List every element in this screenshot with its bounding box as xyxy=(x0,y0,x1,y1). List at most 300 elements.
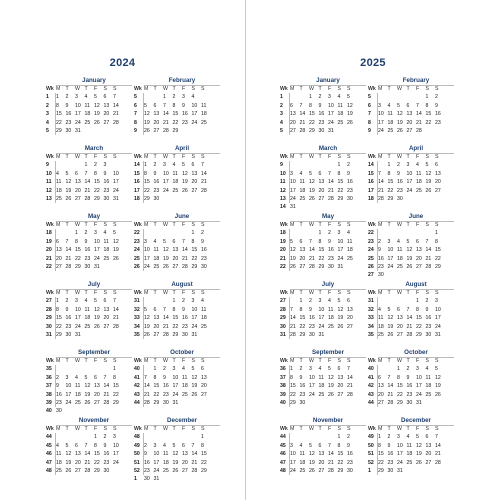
day-cell: 19 xyxy=(406,255,413,262)
week-number: 14 xyxy=(280,204,286,211)
week-number: 29 xyxy=(280,315,286,322)
weekday-header: S xyxy=(113,426,117,432)
day-cell: 3 xyxy=(191,298,195,305)
week-row xyxy=(46,127,123,135)
week-number: 9 xyxy=(46,162,49,169)
week-number: 10 xyxy=(280,170,286,177)
day-cell xyxy=(407,297,417,305)
day-cell: 6 xyxy=(94,374,97,381)
weekday-header: M xyxy=(144,426,149,432)
week-row xyxy=(280,459,357,467)
day-cell xyxy=(113,127,123,135)
day-cell: 14 xyxy=(201,170,207,177)
day-cell: 12 xyxy=(113,238,119,245)
day-cell xyxy=(347,203,357,211)
month-name: March xyxy=(318,145,338,152)
day-cell: 29 xyxy=(172,128,179,135)
day-cell: 16 xyxy=(347,451,353,458)
day-cell: 14 xyxy=(299,111,306,118)
month-block xyxy=(368,145,454,213)
day-cell: 23 xyxy=(182,323,188,330)
day-cell xyxy=(338,399,348,407)
day-cell: 13 xyxy=(75,451,81,458)
day-cell: 13 xyxy=(397,315,403,322)
day-cell: 27 xyxy=(425,459,432,466)
day-cell: 21 xyxy=(378,187,384,194)
day-cell: 31 xyxy=(191,332,198,339)
week-number: 19 xyxy=(46,238,52,245)
day-cell xyxy=(182,195,192,203)
day-cell xyxy=(144,433,154,441)
day-cell: 30 xyxy=(309,332,315,339)
day-cell: 26 xyxy=(309,468,315,475)
weekday-header-row xyxy=(46,289,123,297)
weekday-header: F xyxy=(416,86,420,92)
day-cell: 22 xyxy=(56,119,62,126)
day-cell: 29 xyxy=(56,128,62,135)
week-number: 9 xyxy=(368,128,371,135)
day-cell: 28 xyxy=(425,264,432,271)
day-cell: 6 xyxy=(318,442,322,449)
day-cell: 17 xyxy=(337,247,344,254)
day-cell: 15 xyxy=(416,315,422,322)
weekday-header: M xyxy=(144,222,149,228)
month-block xyxy=(134,417,220,485)
week-header: Wk xyxy=(280,154,288,160)
weekday-header: M xyxy=(378,358,383,364)
day-cell: 15 xyxy=(387,179,394,186)
day-cell: 4 xyxy=(378,306,381,313)
day-cell: 29 xyxy=(56,332,62,339)
weekday-header: T xyxy=(153,86,157,92)
week-number: 50 xyxy=(368,442,374,449)
weekday-header: S xyxy=(113,154,117,160)
weekday-header: S xyxy=(347,154,351,160)
day-cell xyxy=(416,93,426,101)
day-cell xyxy=(407,195,417,203)
day-cell: 9 xyxy=(347,170,350,177)
weekday-header: W xyxy=(163,358,168,364)
day-cell: 18 xyxy=(318,383,325,390)
week-number: 23 xyxy=(368,238,374,245)
day-cell xyxy=(426,127,436,135)
day-cell: 17 xyxy=(290,187,296,194)
day-cell: 10 xyxy=(113,442,119,449)
day-cell xyxy=(407,271,417,279)
weekday-header: F xyxy=(94,222,98,228)
day-cell: 15 xyxy=(56,315,62,322)
weekday-header: M xyxy=(56,86,61,92)
weekday-header: W xyxy=(309,290,314,296)
day-cell: 31 xyxy=(94,264,100,271)
day-cell: 5 xyxy=(182,162,185,169)
day-cell xyxy=(347,331,357,339)
day-cell: 3 xyxy=(163,162,166,169)
weekday-header-row xyxy=(134,289,211,297)
week-number: 1 xyxy=(280,94,283,101)
day-cell: 7 xyxy=(299,102,303,109)
week-row xyxy=(134,459,211,467)
day-cell xyxy=(319,161,329,169)
day-cell: 29 xyxy=(172,332,179,339)
day-cell: 12 xyxy=(416,442,422,449)
day-cell: 17 xyxy=(191,315,198,322)
day-cell xyxy=(397,271,407,279)
weekday-header: T xyxy=(299,358,303,364)
week-row xyxy=(134,374,211,382)
week-number: 31 xyxy=(280,332,286,339)
week-number: 2 xyxy=(46,102,49,109)
day-cell: 8 xyxy=(94,170,97,177)
day-cell xyxy=(416,195,426,203)
week-row xyxy=(46,331,123,339)
day-cell: 16 xyxy=(65,111,72,118)
month-table xyxy=(368,357,445,407)
day-cell xyxy=(182,433,192,441)
week-header: Wk xyxy=(280,358,288,364)
day-cell xyxy=(173,195,183,203)
day-cell: 2 xyxy=(299,366,303,373)
weekday-header: T xyxy=(299,426,303,432)
week-row xyxy=(368,229,445,237)
month-table xyxy=(134,425,211,484)
day-cell: 3 xyxy=(328,94,331,101)
weekday-header: W xyxy=(75,154,80,160)
day-cell xyxy=(309,161,319,169)
day-cell: 26 xyxy=(94,323,100,330)
week-number: 2 xyxy=(280,102,283,109)
week-number: 50 xyxy=(134,451,140,458)
week-number: 47 xyxy=(280,459,286,466)
day-cell: 7 xyxy=(387,374,391,381)
day-cell: 26 xyxy=(309,196,315,203)
day-cell: 16 xyxy=(153,179,160,186)
day-cell: 15 xyxy=(337,179,344,186)
week-number: 5 xyxy=(134,94,137,101)
day-cell: 22 xyxy=(201,459,207,466)
weekday-header: T xyxy=(153,426,157,432)
month-name: April xyxy=(408,145,424,152)
day-cell: 25 xyxy=(103,255,110,262)
day-cell: 15 xyxy=(299,315,306,322)
day-cell: 26 xyxy=(65,196,72,203)
weekday-header-row xyxy=(46,357,123,365)
day-cell: 21 xyxy=(425,255,432,262)
day-cell: 29 xyxy=(299,332,306,339)
week-number: 5 xyxy=(46,128,49,135)
weekday-header: F xyxy=(328,154,332,160)
day-cell: 14 xyxy=(425,247,432,254)
day-cell: 12 xyxy=(290,247,296,254)
day-cell: 3 xyxy=(172,366,176,373)
week-row xyxy=(134,391,211,399)
day-cell xyxy=(290,93,300,101)
day-cell: 5 xyxy=(191,366,195,373)
day-cell: 24 xyxy=(172,391,179,398)
day-cell: 7 xyxy=(113,298,116,305)
day-cell: 6 xyxy=(182,442,185,449)
week-number: 27 xyxy=(368,272,374,279)
month-table xyxy=(134,221,211,271)
day-cell: 16 xyxy=(406,383,413,390)
month-block xyxy=(368,417,454,485)
week-row xyxy=(368,442,445,450)
day-cell xyxy=(416,271,426,279)
day-cell: 18 xyxy=(84,315,91,322)
day-cell xyxy=(378,229,388,237)
day-cell: 30 xyxy=(153,196,160,203)
day-cell: 3 xyxy=(65,374,69,381)
week-row xyxy=(280,314,357,322)
day-cell: 7 xyxy=(84,170,88,177)
day-cell: 9 xyxy=(84,238,88,245)
day-cell: 20 xyxy=(406,119,413,126)
day-cell: 24 xyxy=(163,187,169,194)
day-cell xyxy=(94,365,104,373)
day-cell: 26 xyxy=(387,332,394,339)
weekday-header: F xyxy=(182,358,186,364)
day-cell: 27 xyxy=(201,391,207,398)
week-number: 48 xyxy=(46,468,52,475)
day-cell xyxy=(435,399,445,407)
day-cell xyxy=(309,399,319,407)
week-number: 21 xyxy=(46,255,52,262)
day-cell: 15 xyxy=(201,451,207,458)
day-cell: 22 xyxy=(387,187,394,194)
day-cell: 21 xyxy=(182,255,188,262)
week-row xyxy=(368,467,445,475)
day-cell: 5 xyxy=(309,170,312,177)
day-cell: 27 xyxy=(299,264,306,271)
weekday-header: T xyxy=(172,426,176,432)
day-cell xyxy=(182,229,192,237)
day-cell: 11 xyxy=(378,315,384,322)
day-cell: 11 xyxy=(425,374,431,381)
month-table xyxy=(46,425,123,475)
day-cell: 8 xyxy=(309,102,312,109)
weekday-header: W xyxy=(163,426,168,432)
day-cell: 19 xyxy=(182,179,188,186)
day-cell: 1 xyxy=(191,230,195,237)
week-number: 43 xyxy=(368,391,374,398)
day-cell: 30 xyxy=(425,332,432,339)
day-cell: 2 xyxy=(172,94,176,101)
week-number: 14 xyxy=(134,162,140,169)
day-cell: 14 xyxy=(347,374,353,381)
week-row xyxy=(368,374,445,382)
month-block xyxy=(134,145,220,213)
weekday-header: W xyxy=(397,426,402,432)
weekday-header-row xyxy=(280,425,357,433)
weekday-header: S xyxy=(435,290,439,296)
week-number: 40 xyxy=(368,366,374,373)
day-cell: 27 xyxy=(94,400,100,407)
day-cell: 31 xyxy=(337,264,344,271)
weekday-header: T xyxy=(318,290,322,296)
day-cell: 26 xyxy=(113,255,119,262)
day-cell: 18 xyxy=(103,247,110,254)
weekday-header: W xyxy=(397,290,402,296)
week-number: 46 xyxy=(46,451,52,458)
day-cell: 11 xyxy=(387,111,393,118)
day-cell: 29 xyxy=(201,468,207,475)
day-cell: 20 xyxy=(299,255,306,262)
day-cell: 17 xyxy=(163,179,169,186)
weekday-header: M xyxy=(290,154,295,160)
day-cell: 18 xyxy=(56,187,62,194)
day-cell: 9 xyxy=(318,102,322,109)
day-cell: 23 xyxy=(387,459,394,466)
week-number: 8 xyxy=(134,119,137,126)
week-number: 18 xyxy=(46,230,52,237)
day-cell: 8 xyxy=(425,102,429,109)
day-cell: 13 xyxy=(425,442,432,449)
day-cell: 17 xyxy=(75,315,81,322)
day-cell: 20 xyxy=(201,383,207,390)
day-cell: 16 xyxy=(182,111,188,118)
day-cell: 13 xyxy=(201,374,207,381)
day-cell: 1 xyxy=(397,366,400,373)
week-number: 37 xyxy=(46,383,52,390)
day-cell: 10 xyxy=(318,306,325,313)
day-cell: 26 xyxy=(144,332,150,339)
day-cell: 14 xyxy=(113,306,119,313)
day-cell xyxy=(378,161,388,169)
week-row xyxy=(134,255,211,263)
week-row xyxy=(368,433,445,441)
month-block xyxy=(368,213,454,281)
week-row xyxy=(46,382,123,390)
day-cell: 18 xyxy=(337,111,344,118)
day-cell: 28 xyxy=(290,332,296,339)
day-cell: 20 xyxy=(318,459,325,466)
day-cell: 23 xyxy=(103,459,110,466)
day-cell: 21 xyxy=(387,391,394,398)
day-cell xyxy=(192,475,202,483)
day-cell: 9 xyxy=(425,306,429,313)
day-cell: 3 xyxy=(416,366,419,373)
week-row xyxy=(280,187,357,195)
day-cell xyxy=(66,433,76,441)
week-number: 18 xyxy=(280,230,286,237)
weekday-header: S xyxy=(347,222,351,228)
day-cell: 1 xyxy=(84,162,88,169)
day-cell: 14 xyxy=(65,247,72,254)
day-cell: 13 xyxy=(182,451,188,458)
month-block xyxy=(280,281,366,349)
day-cell: 13 xyxy=(103,306,110,313)
day-cell: 29 xyxy=(318,264,325,271)
day-cell xyxy=(75,433,85,441)
day-cell xyxy=(163,195,173,203)
day-cell xyxy=(388,93,398,101)
day-cell: 4 xyxy=(299,442,303,449)
weekday-header: F xyxy=(182,222,186,228)
day-cell: 26 xyxy=(425,187,432,194)
day-cell: 17 xyxy=(113,451,119,458)
day-cell: 26 xyxy=(65,468,72,475)
weekday-header: W xyxy=(397,222,402,228)
week-number: 24 xyxy=(134,247,140,254)
weekday-header: W xyxy=(75,222,80,228)
weekday-header: S xyxy=(425,222,429,228)
day-cell: 1 xyxy=(290,366,293,373)
weekday-header: M xyxy=(56,426,61,432)
day-cell: 30 xyxy=(182,332,188,339)
day-cell: 17 xyxy=(144,255,150,262)
weekday-header: M xyxy=(378,426,383,432)
weekday-header: S xyxy=(191,222,195,228)
weekday-header: S xyxy=(337,222,341,228)
month-block xyxy=(46,349,132,417)
day-cell: 11 xyxy=(84,306,90,313)
day-cell: 29 xyxy=(416,332,422,339)
weekday-header: S xyxy=(425,154,429,160)
day-cell: 24 xyxy=(416,391,422,398)
week-row xyxy=(46,399,123,407)
day-cell: 28 xyxy=(113,119,119,126)
day-cell: 15 xyxy=(378,451,384,458)
day-cell: 4 xyxy=(299,170,303,177)
day-cell: 22 xyxy=(94,459,100,466)
day-cell: 29 xyxy=(94,196,100,203)
week-row xyxy=(368,382,445,390)
day-cell: 27 xyxy=(172,264,179,271)
day-cell xyxy=(85,365,95,373)
day-cell: 20 xyxy=(75,459,81,466)
day-cell: 15 xyxy=(75,247,81,254)
week-row xyxy=(46,255,123,263)
day-cell: 16 xyxy=(387,451,394,458)
week-row xyxy=(46,110,123,118)
day-cell: 31 xyxy=(113,196,119,203)
day-cell: 16 xyxy=(435,111,441,118)
weekday-header: T xyxy=(65,222,69,228)
day-cell: 15 xyxy=(172,315,179,322)
day-cell: 2 xyxy=(397,162,400,169)
day-cell: 8 xyxy=(56,306,59,313)
day-cell: 2 xyxy=(144,442,147,449)
day-cell: 12 xyxy=(65,179,72,186)
day-cell xyxy=(290,161,300,169)
day-cell: 11 xyxy=(103,238,109,245)
day-cell: 6 xyxy=(406,102,410,109)
week-number: 45 xyxy=(46,442,52,449)
weekday-header: T xyxy=(172,86,176,92)
day-cell xyxy=(378,93,388,101)
week-number: 25 xyxy=(368,255,374,262)
day-cell: 12 xyxy=(144,111,150,118)
day-cell: 13 xyxy=(290,111,296,118)
day-cell: 20 xyxy=(425,451,432,458)
day-cell: 11 xyxy=(337,102,343,109)
week-number: 4 xyxy=(280,119,283,126)
day-cell: 9 xyxy=(435,102,438,109)
day-cell: 6 xyxy=(337,366,341,373)
week-header: Wk xyxy=(368,426,376,432)
day-cell: 8 xyxy=(337,442,341,449)
day-cell: 8 xyxy=(299,306,303,313)
week-row xyxy=(280,255,357,263)
weekday-header: S xyxy=(113,86,117,92)
week-number: 13 xyxy=(280,196,286,203)
day-cell: 12 xyxy=(65,451,72,458)
weekday-header: S xyxy=(201,358,205,364)
day-cell: 20 xyxy=(191,179,198,186)
week-row xyxy=(46,263,123,271)
weekday-header: T xyxy=(387,222,391,228)
month-name: June xyxy=(174,213,190,220)
